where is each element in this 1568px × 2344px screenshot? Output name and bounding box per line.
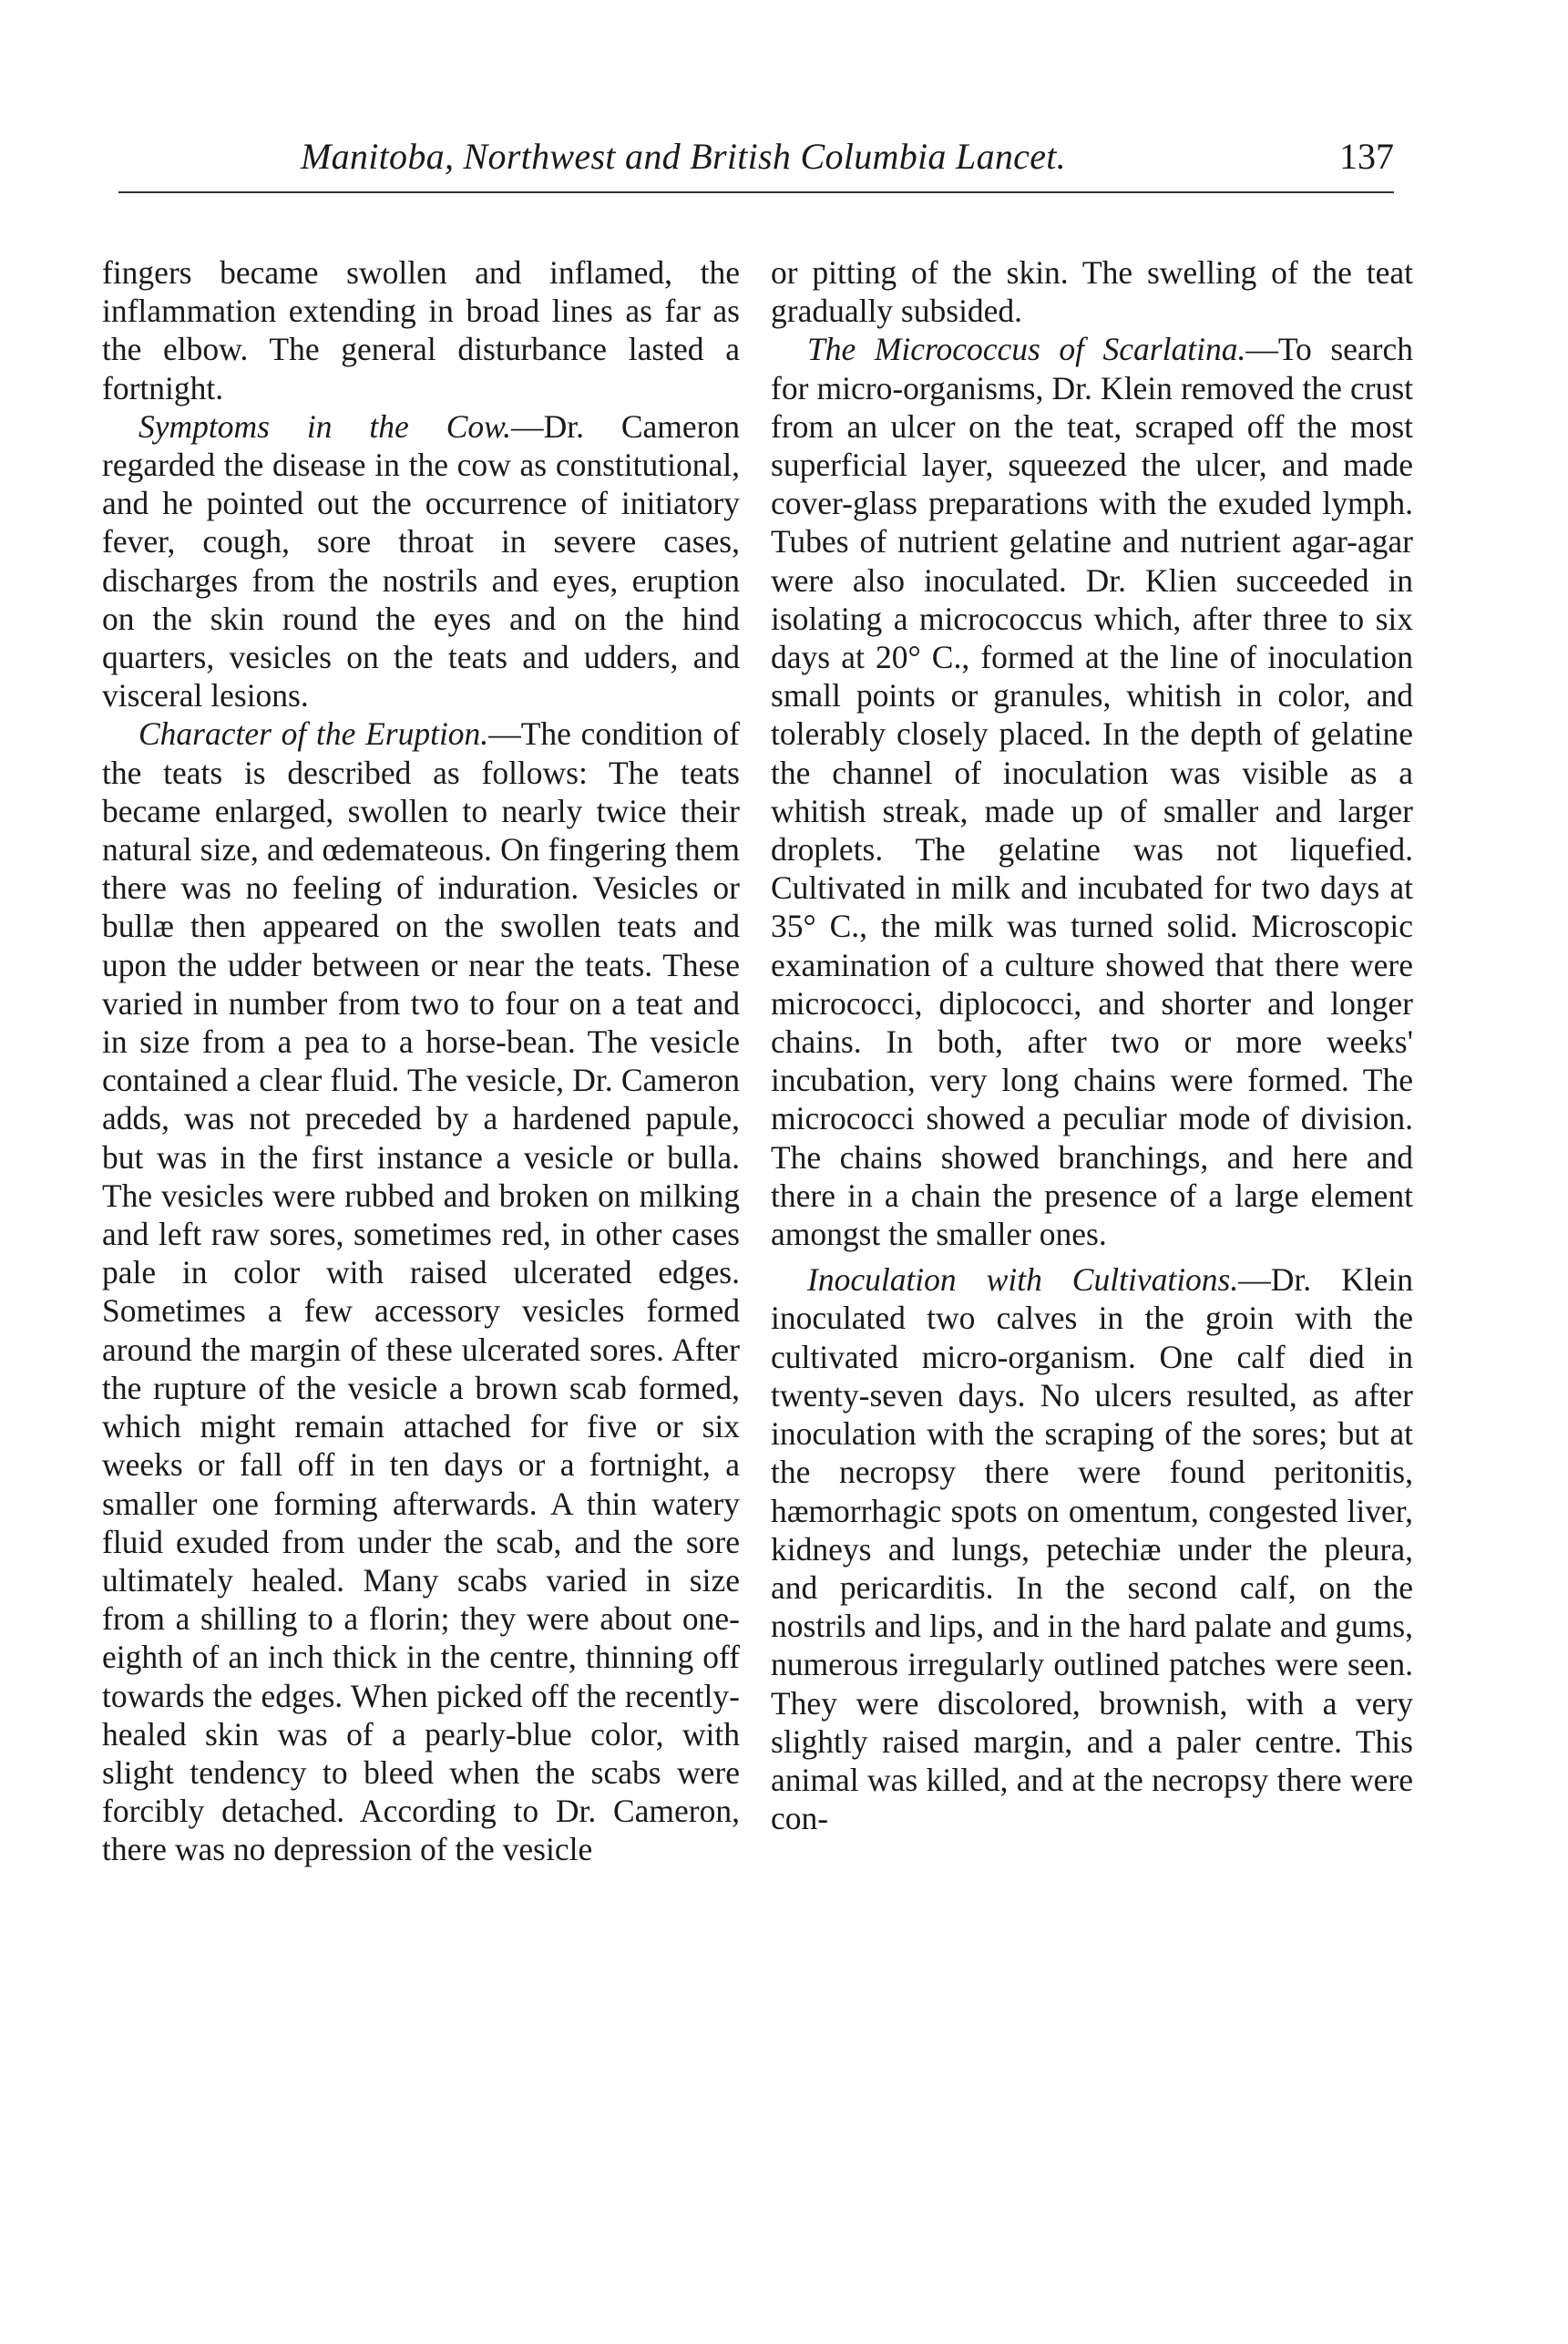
paragraph — [102, 407, 740, 715]
paragraph — [771, 1260, 1413, 1837]
paragraph — [771, 330, 1413, 1253]
left-column — [102, 253, 740, 1869]
right-column — [771, 253, 1413, 1837]
running-title: Manitoba, Northwest and British Columbia Lancet. — [301, 136, 1066, 177]
paragraph-text: fingers became swollen and inflamed, the inflammation extending in broad lines as far as the elbow. The general disturbance lasted a fortnight. — [102, 254, 740, 406]
paragraph-text: —Dr. Cameron regarded the disease in the cow as constitutional, and he pointed out the occurrence of initiatory fever, cough, sore throat in severe cases, discharges from the nostrils and eyes, eruption on the skin round the eyes and on the hind quarters, vesicles on the teats and udders, and visceral lesions. — [102, 407, 740, 715]
paragraph-text: —The condition of the teats is described as follows: The teats became enlarged, swollen to nearly twice their natural size, and œdemateous. On fingering them there was no feeling of induration. Vesicles or bullæ then appeared on the swollen teats and upon the udder between or near the teats. These varied in number from two to four on a teat and in size from a pea to a horse-bean. The vesicle contained a clear fluid. The vesicle, Dr. Cameron adds, was not preceded by a hardened papule, but was in the first instance a vesicle or bulla. The vesicles were rubbed and broken on milking and left raw sores, sometimes red, in other cases pale in color with raised ulcerated edges. Sometimes a few accessory vesicles formed around the margin of these ulcerated sores. After the rupture of the vesicle a brown scab formed, which might remain attached for five or six weeks or fall off in ten days or a fortnight, a smaller one forming afterwards. A thin watery fluid exuded from under the scab, and the sore ultimately healed. Many scabs varied in size from a shilling to a florin; they were about one-eighth of an inch thick in the centre, thinning off towards the edges. When picked off the recently-healed skin was of a pearly-blue color, with slight tendency to bleed when the scabs were forcibly detached. According to Dr. Cameron, there was no depression of the vesicle — [102, 715, 740, 1868]
section-heading: Symptoms in the Cow. — [138, 407, 512, 445]
section-heading: The Micrococcus of Scarlatina. — [807, 331, 1246, 368]
section-heading: Character of the Eruption. — [138, 715, 489, 753]
paragraph-text: or pitting of the skin. The swelling of the teat gradually subsided. — [771, 254, 1413, 330]
paragraph — [102, 253, 740, 407]
paragraph-text: —Dr. Klein inoculated two calves in the groin with the cultivated micro-organism. One calf died in twenty-seven days. No ulcers resulted, as after inoculation with the scraping of the sores; but at the necropsy there were found peritonitis, hæmorrhagic spots on omentum, congested liver, kidneys and lungs, petechiæ under the pleura, and pericarditis. In the second calf, on the nostrils and lips, and in the hard palate and gums, numerous irregularly outlined patches were seen. They were discolored, brownish, with a very slightly raised margin, and a paler centre. This animal was killed, and at the necropsy there were con- — [771, 1261, 1414, 1837]
paragraph — [771, 253, 1413, 330]
paragraph — [102, 715, 740, 1868]
paragraph-text: —To search for micro-organisms, Dr. Klein removed the crust from an ulcer on the teat, scraped off the most superficial layer, squeezed the ulcer, and made cover-glass preparations with the exuded lymph. Tubes of nutrient gelatine and nutrient agar-agar were also inoculated. Dr. Klien succeeded in isolating a micrococcus which, after three to six days at 20° C., formed at the line of inoculation small points or granules, whitish in color, and tolerably closely placed. In the depth of gelatine the channel of inoculation was visible as a whitish streak, made up of smaller and larger droplets. The gelatine was not liquefied. Cultivated in milk and incubated for two days at 35° C., the milk was turned solid. Microscopic examination of a culture showed that there were micrococci, diplococci, and shorter and longer chains. In both, after two or more weeks' incubation, very long chains were formed. The micrococci showed a peculiar mode of division. The chains showed branchings, and here and there in a chain the presence of a large element amongst the smaller ones. — [771, 331, 1413, 1253]
page-header — [118, 128, 1394, 186]
header-rule — [118, 191, 1394, 193]
page-number: 137 — [1339, 136, 1394, 177]
section-heading: Inoculation with Cultivations. — [807, 1261, 1239, 1299]
